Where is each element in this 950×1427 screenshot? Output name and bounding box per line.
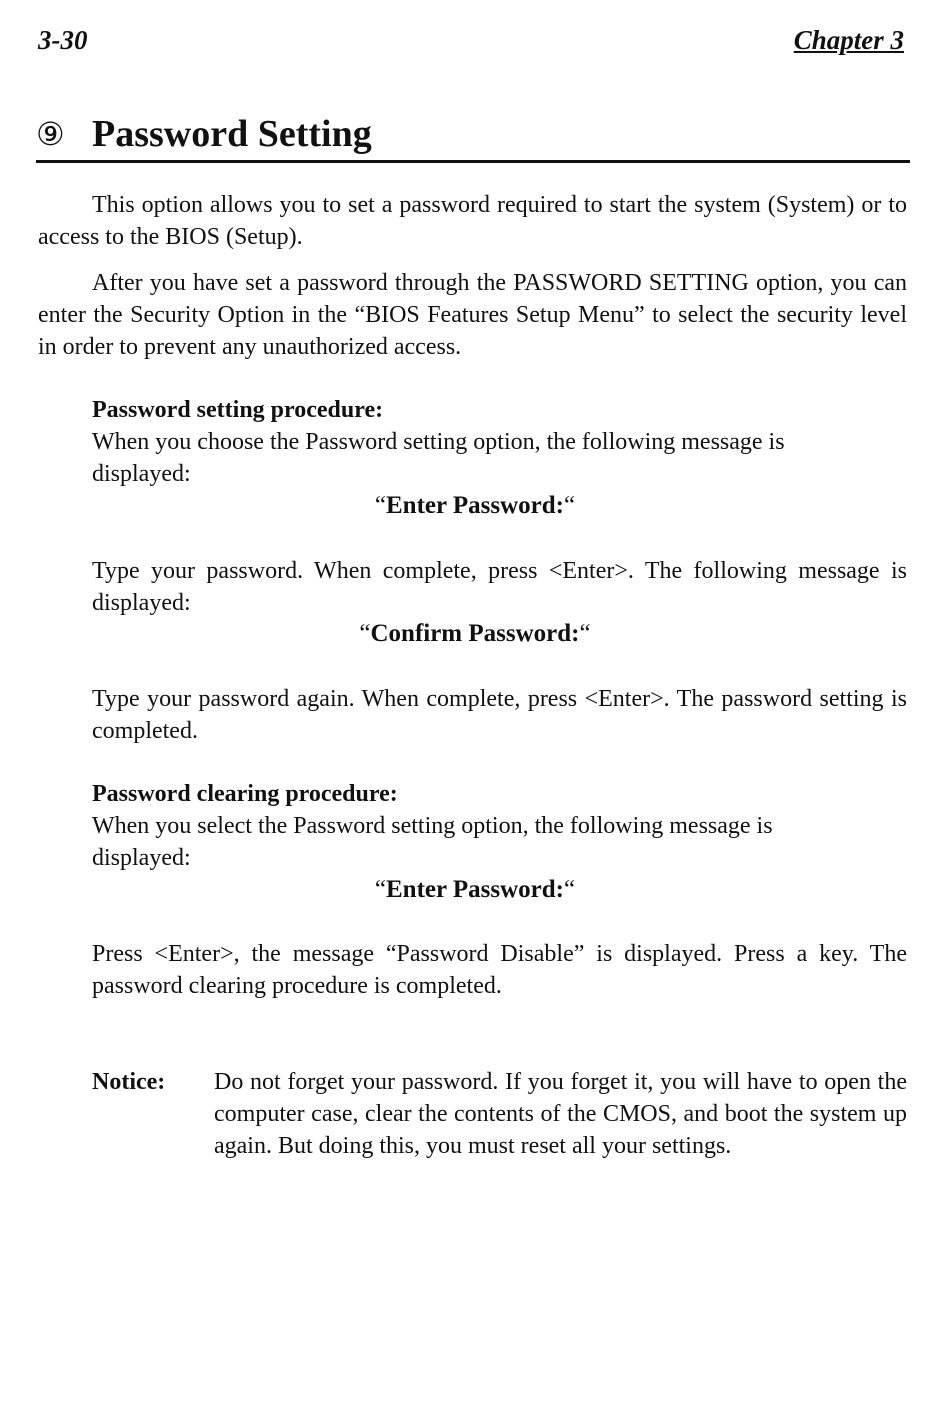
chapter-label: Chapter 3 — [793, 25, 904, 55]
prompt-text: Confirm Password: — [370, 620, 580, 647]
prompt-text: Enter Password: — [385, 876, 564, 903]
clearing-procedure-heading: Password clearing procedure: — [92, 781, 398, 807]
quote-open: “ — [374, 492, 386, 519]
section-number-icon: ⑨ — [36, 115, 65, 153]
page-header — [38, 22, 904, 58]
quote-open: “ — [359, 620, 371, 647]
section-title — [36, 108, 910, 163]
page-title: Password Setting — [92, 113, 372, 155]
enter-password-prompt — [0, 490, 950, 522]
confirm-password-prompt — [0, 618, 950, 650]
quote-close: “ — [579, 620, 591, 647]
intro-paragraph-1: This option allows you to set a password required to start the system (System) or to access to the BIOS (Setup). — [38, 192, 907, 250]
quote-open: “ — [374, 876, 386, 903]
clearing-procedure-text-1: When you select the Password setting option, the following message is displayed: — [92, 813, 773, 871]
quote-close: “ — [564, 876, 576, 903]
setting-procedure-heading: Password setting procedure: — [92, 397, 384, 423]
page-number: 3-30 — [38, 25, 88, 55]
setting-procedure-text-1: When you choose the Password setting option, the following message is displayed: — [92, 429, 785, 487]
quote-close: “ — [564, 492, 576, 519]
intro-paragraph-2: After you have set a password through the PASSWORD SETTING option, you can enter the Security Option in the “BIOS Features Setup Menu” to select the security level in order to prevent any unauthorized access. — [38, 270, 907, 360]
notice-text: Do not forget your password. If you forget it, you will have to open the computer case, clear the contents of the CMOS, and boot the system up again. But doing this, you must reset all your settings. — [214, 1069, 907, 1159]
prompt-text: Enter Password: — [385, 492, 564, 519]
clearing-procedure-text-2: Press <Enter>, the message “Password Disable” is displayed. Press a key. The password clearing procedure is completed. — [92, 941, 907, 999]
setting-procedure-text-3: Type your password again. When complete, press <Enter>. The password setting is completed. — [92, 686, 907, 744]
notice-label: Notice: — [92, 1069, 166, 1095]
enter-password-prompt-2 — [0, 874, 950, 906]
setting-procedure-text-2: Type your password. When complete, press <Enter>. The following message is displayed: — [92, 558, 907, 616]
